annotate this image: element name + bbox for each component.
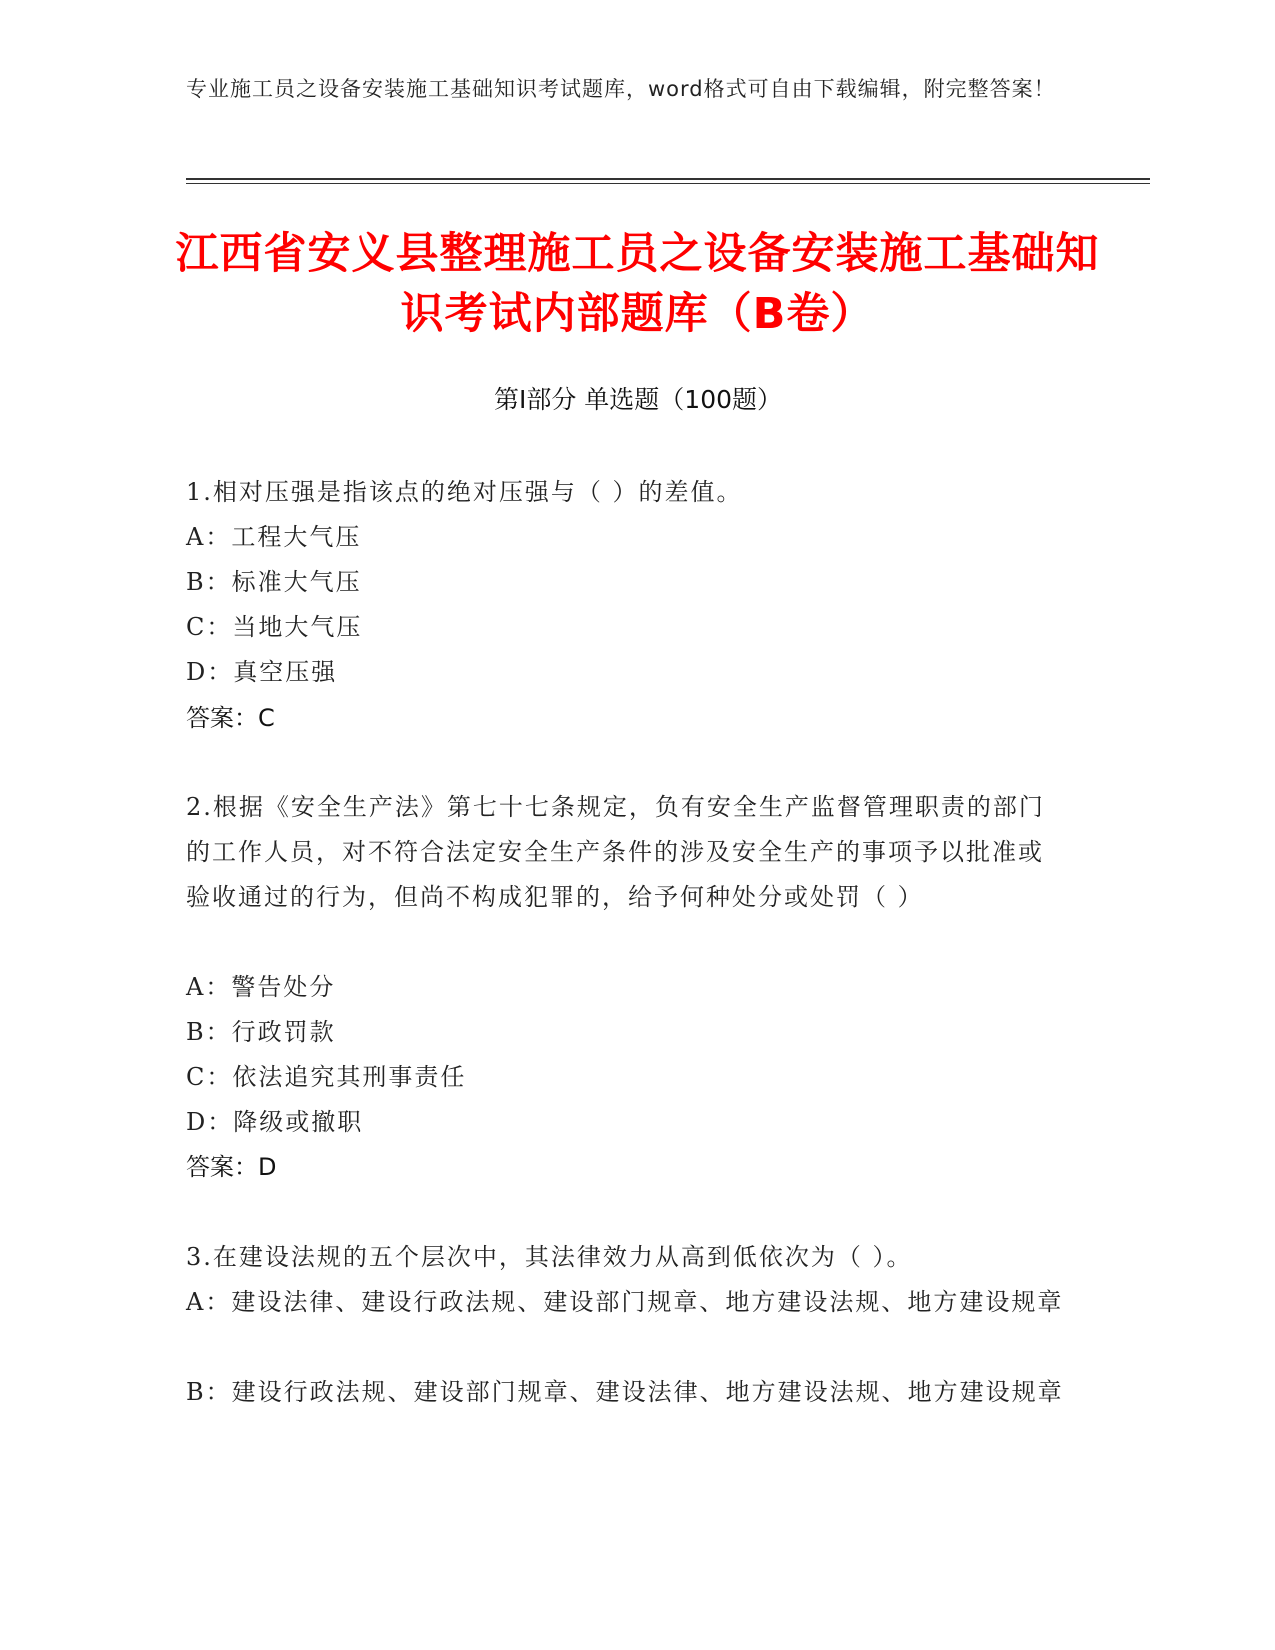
question-3-option-a: A：建设法律、建设行政法规、建设部门规章、地方建设法规、地方建设规章: [186, 1288, 1064, 1316]
question-1-stem: 1.相对压强是指该点的绝对压强与（ ）的差值。: [186, 478, 743, 506]
question-2-option-a: A：警告处分: [186, 973, 336, 1001]
question-3-option-b: B：建设行政法规、建设部门规章、建设法律、地方建设法规、地方建设规章: [186, 1378, 1064, 1406]
question-1-option-b: B：标准大气压: [186, 568, 362, 596]
question-3-stem: 3.在建设法规的五个层次中，其法律效力从高到低依次为（ ）。: [186, 1243, 913, 1271]
question-2-answer: 答案：D: [186, 1153, 277, 1181]
document-title: 江西省安义县整理施工员之设备安装施工基础知识考试内部题库（B卷）: [175, 229, 1100, 339]
header-rule-thin: [186, 183, 1150, 184]
question-1-option-c: C：当地大气压: [186, 613, 363, 641]
question-2-stem: 2.根据《安全生产法》第七十七条规定，负有安全生产监督管理职责的部门的工作人员，对不符合法定安全生产条件的涉及安全生产的事项予以批准或验收通过的行为，但尚不构成犯罪的，给予何种处分或处罚（ ）: [186, 793, 1045, 911]
question-1-answer: 答案：C: [186, 704, 275, 732]
question-1-option-a: A：工程大气压: [186, 523, 362, 551]
question-2-option-b: B：行政罚款: [186, 1018, 336, 1046]
header-rule-thick: [186, 178, 1150, 180]
section-heading: 第Ⅰ部分 单选题（100题）: [493, 385, 783, 414]
question-1-option-d: D：真空压强: [186, 658, 338, 686]
question-2-option-c: C：依法追究其刑事责任: [186, 1063, 467, 1091]
question-2-option-d: D：降级或撤职: [186, 1108, 364, 1136]
header-note: 专业施工员之设备安装施工基础知识考试题库，word格式可自由下载编辑，附完整答案！: [186, 77, 1056, 101]
